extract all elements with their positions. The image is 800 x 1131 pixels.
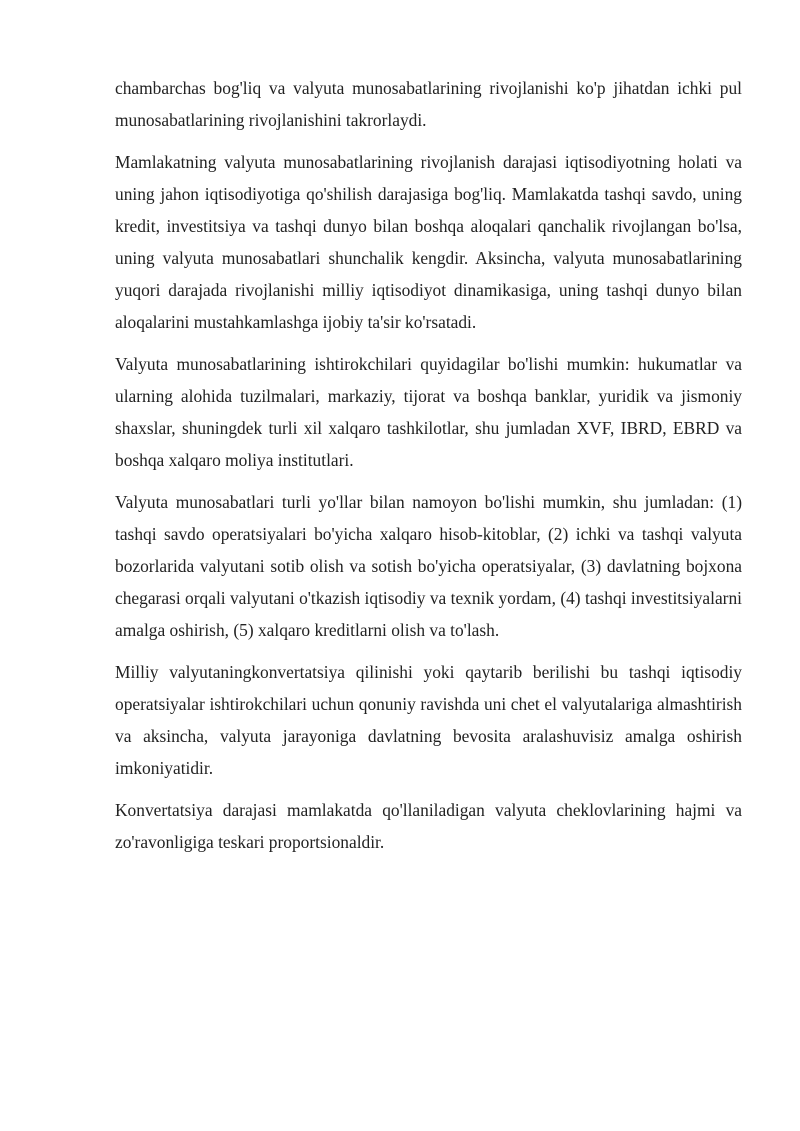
paragraph: Mamlakatning valyuta munosabatlarining rivojlanish darajasi iqtisodiyotning holati va uning jahon iqtisodiyotiga qo'shilish darajasiga bog'liq. Mamlakatda tashqi savdo, uning kredit, investitsiya va tashqi dunyo bilan boshqa aloqalari qanchalik rivojlangan bo'lsa, uning valyuta munosabatlari shunchalik kengdir. Aksincha, valyuta munosabatlarining yuqori darajada rivojlanishi milliy iqtisodiyot dinamikasiga, uning tashqi dunyo bilan aloqalarini mustahkamlashga ijobiy ta'sir ko'rsatadi. — [115, 152, 742, 332]
paragraph: chambarchas bog'liq va valyuta munosabatlarining rivojlanishi ko'p jihatdan ichki pul munosabatlarining rivojlanishini takrorlaydi. — [115, 78, 742, 130]
document-body — [115, 72, 742, 868]
paragraph: Konvertatsiya darajasi mamlakatda qo'llaniladigan valyuta cheklovlarining hajmi va zo'ravonligiga teskari proportsionaldir. — [115, 800, 742, 852]
paragraph: Milliy valyutaningkonvertatsiya qilinishi yoki qaytarib berilishi bu tashqi iqtisodiy operatsiyalar ishtirokchilari uchun qonuniy ravishda uni chet el valyutalariga almashtirish va aksincha, valyuta jarayoniga davlatning bevosita aralashuvisiz amalga oshirish imkoniyatidir. — [115, 662, 742, 778]
paragraph: Valyuta munosabatlari turli yo'llar bilan namoyon bo'lishi mumkin, shu jumladan: (1) tashqi savdo operatsiyalari bo'yicha xalqaro hisob-kitoblar, (2) ichki va tashqi valyuta bozorlarida valyutani sotib olish va sotish bo'yicha operatsiyalar, (3) davlatning bojxona chegarasi orqali valyutani o'tkazish iqtisodiy va texnik yordam, (4) tashqi investitsiyalarni amalga oshirish, (5) xalqaro kreditlarni olish va to'lash. — [115, 492, 742, 640]
paragraph: Valyuta munosabatlarining ishtirokchilari quyidagilar bo'lishi mumkin: hukumatlar va ularning alohida tuzilmalari, markaziy, tijorat va boshqa banklar, yuridik va jismoniy shaxslar, shuningdek turli xil xalqaro tashkilotlar, shu jumladan XVF, IBRD, EBRD va boshqa xalqaro moliya institutlari. — [115, 354, 742, 470]
